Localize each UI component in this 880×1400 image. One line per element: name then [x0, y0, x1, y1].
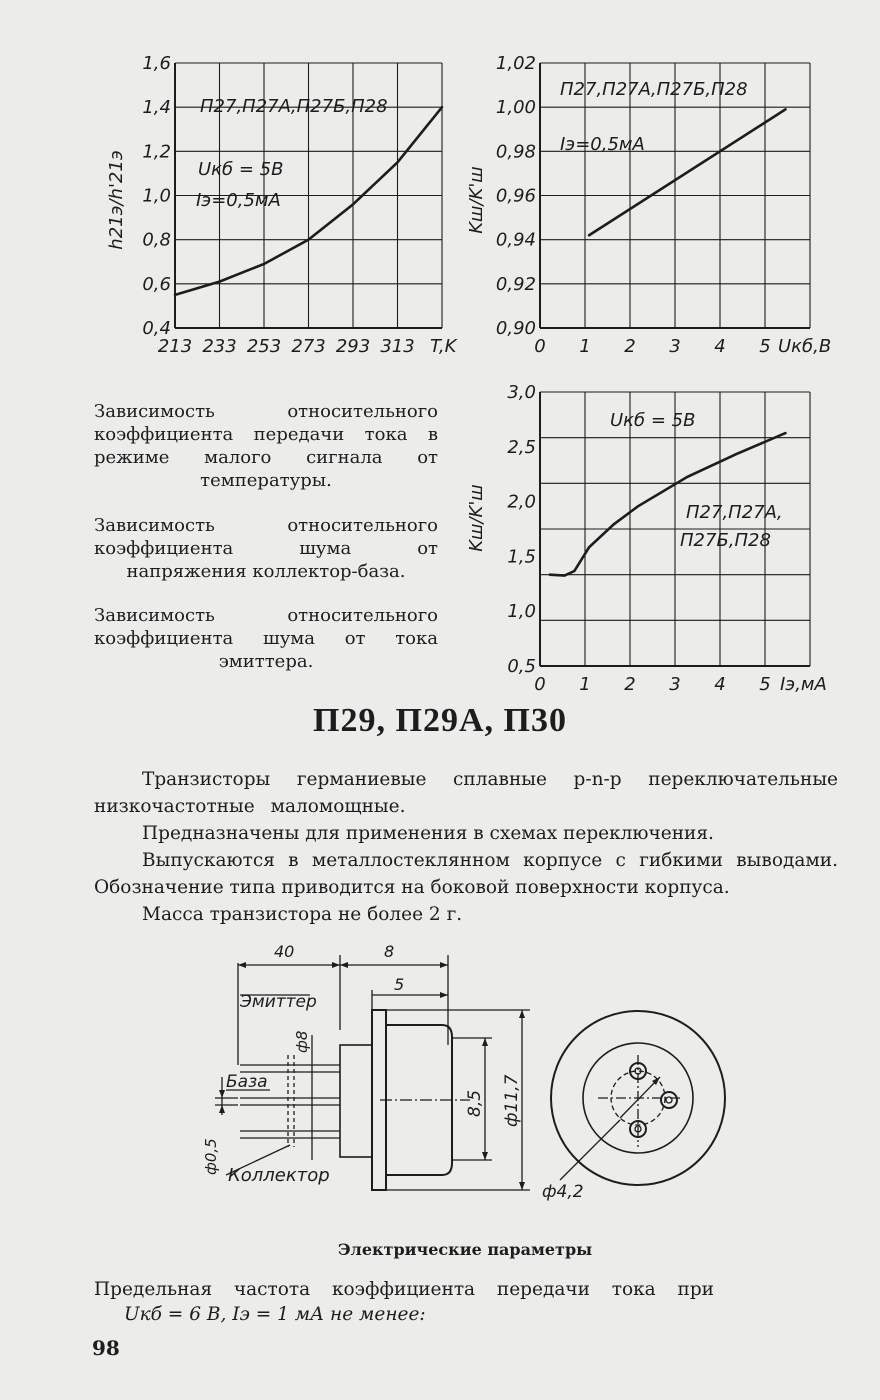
x-tick-label: 313	[380, 336, 415, 357]
y-tick-label: 1,0	[142, 185, 171, 207]
caption-2: Зависимость относительного коэффициента шума от напряжения коллектор-база.	[94, 515, 438, 582]
y-tick-label: 0,4	[142, 318, 171, 339]
x-tick-label: 5	[759, 674, 771, 695]
last-line-2: Uкб = 6 В, Iэ = 1 мА не менее:	[124, 1304, 426, 1325]
page-title: П29, П29А, П30	[313, 702, 567, 739]
x-tick-label: 3	[669, 336, 681, 357]
chart-annotation: Uкб = 5В	[610, 410, 696, 431]
dim-d42: ф4,2	[542, 1182, 584, 1202]
x-axis-label: Uкб,В	[778, 336, 832, 357]
x-tick-label: 0	[534, 674, 546, 695]
x-tick-label: 2	[624, 674, 636, 695]
x-tick-label: 253	[246, 336, 282, 357]
x-tick-label: 213	[157, 336, 193, 357]
y-axis-label: h21э/h'21э	[106, 150, 127, 250]
x-tick-label: 3	[669, 674, 681, 695]
caption-1: Зависимость относительного коэффициента передачи тока в режиме малого сигнала от температуры.	[94, 401, 438, 491]
y-tick-label: 1,00	[495, 97, 536, 119]
paragraph-4: Масса транзистора не более 2 г.	[142, 904, 463, 925]
dim-85: 8,5	[465, 1089, 485, 1117]
x-axis-label: Iэ,мА	[780, 674, 827, 695]
x-tick-label: 4	[714, 674, 726, 695]
y-tick-label: 2,0	[507, 491, 536, 513]
x-tick-label: 1	[579, 336, 591, 357]
caption-3: Зависимость относительного коэффициента шума от тока эмиттера.	[94, 605, 438, 672]
y-tick-label: 0,6	[142, 273, 171, 295]
chart-annotation: Iэ=0,5мА	[560, 134, 645, 155]
y-tick-label: 2,5	[507, 436, 536, 458]
series-line	[589, 109, 785, 235]
last-line-1: Предельная частота коэффициента передачи тока при	[94, 1279, 714, 1300]
x-tick-label: 1	[579, 674, 591, 695]
chart-annotation: П27,П27А,П27Б,П28	[200, 96, 388, 117]
y-tick-label: 0,90	[495, 318, 536, 339]
chart-current	[460, 378, 850, 698]
y-tick-label: 0,94	[495, 229, 536, 251]
dim-d117: ф11,7	[502, 1074, 522, 1127]
paragraph-2: Предназначены для применения в схемах переключения.	[142, 823, 714, 844]
chart-temperature	[100, 50, 460, 360]
chart-annotation: П27,П27А,	[686, 502, 783, 523]
chart-annotation: П27Б,П28	[680, 530, 771, 551]
dim-40: 40	[274, 942, 295, 961]
y-axis-label: Kш/K'ш	[466, 484, 487, 552]
label-base: База	[226, 1072, 268, 1092]
dim-d8: ф8	[293, 1030, 311, 1053]
chart-annotation: П27,П27А,П27Б,П28	[560, 79, 748, 100]
y-tick-label: 1,5	[507, 546, 536, 568]
label-emitter: Эмиттер	[240, 992, 317, 1012]
y-tick-label: 0,96	[495, 185, 536, 207]
x-tick-label: 4	[714, 336, 726, 357]
x-tick-label: 233	[202, 336, 237, 357]
y-tick-label: 1,2	[142, 141, 171, 163]
paragraph-3: Выпускаются в металлостеклянном корпусе с гибкими выводами. Обозначение типа приводится на боковой поверхности корпуса.	[94, 850, 838, 898]
label-collector: Коллектор	[228, 1165, 330, 1186]
y-tick-label: 1,4	[142, 97, 171, 119]
chart-annotation: Iэ=0,5мА	[196, 190, 281, 211]
chart-voltage	[460, 50, 850, 360]
chart-annotation: Uкб = 5В	[198, 159, 284, 180]
y-tick-label: 0,98	[495, 141, 536, 163]
package-drawing	[180, 935, 740, 1205]
x-tick-label: 293	[335, 336, 371, 357]
y-tick-label: 0,5	[507, 656, 536, 677]
page-number: 98	[92, 1336, 120, 1360]
y-tick-label: 1,6	[142, 53, 171, 74]
y-tick-label: 1,0	[507, 601, 536, 623]
paragraph-1: Транзисторы германиевые сплавные p-n-p переключательные низкочастотные маломощные.	[94, 769, 838, 817]
x-tick-label: 0	[534, 336, 546, 357]
y-axis-label: Kш/K'ш	[466, 166, 487, 234]
x-tick-label: 5	[759, 336, 771, 357]
x-axis-label: T,K	[430, 336, 457, 357]
y-tick-label: 0,8	[142, 229, 171, 251]
x-tick-label: 2	[624, 336, 636, 357]
x-tick-label: 273	[291, 336, 326, 357]
y-tick-label: 0,92	[495, 273, 536, 295]
y-tick-label: 3,0	[507, 382, 536, 403]
section-heading: Электрические параметры	[337, 1240, 593, 1259]
dim-8: 8	[384, 942, 395, 961]
y-tick-label: 1,02	[495, 53, 536, 74]
dim-5: 5	[394, 975, 405, 994]
dim-d05: ф0,5	[202, 1138, 220, 1175]
